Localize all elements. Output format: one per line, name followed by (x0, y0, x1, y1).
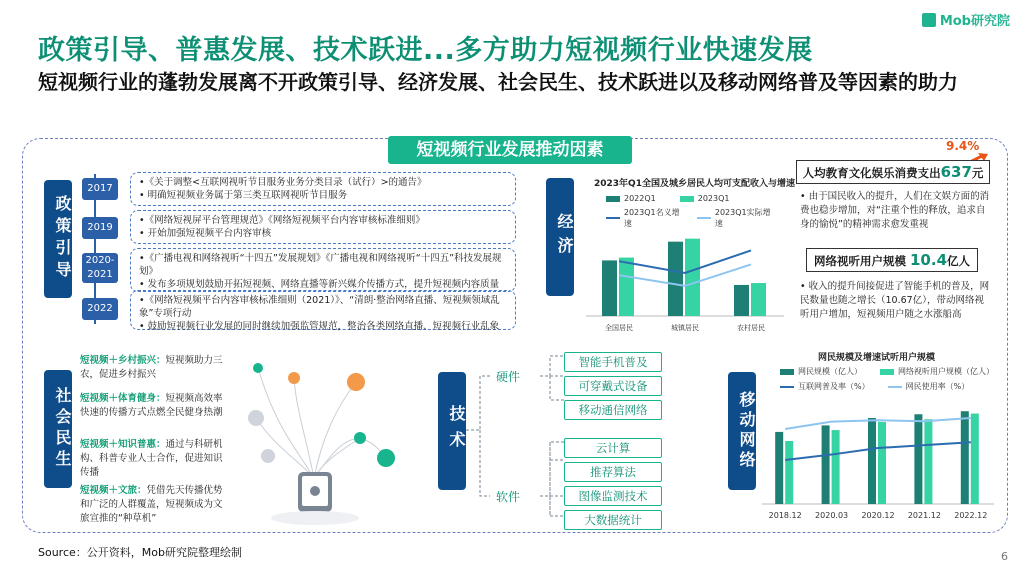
economy-text-2: • 收入的提升间接促进了智能手机的普及，网民数量也随之增长（10.67亿），带动网络视听用户增加，短视频用户随之水涨船高 (800, 281, 990, 320)
legend-video-users: 网络视听用户规模（亿人） (880, 366, 994, 377)
growth-rate: 9.4% (946, 139, 980, 153)
legend-usage-rate: 网民使用率（%） (888, 381, 970, 392)
bar-2-4 (924, 419, 932, 504)
income-chart-title: 2023年Q1全国及城乡居民人均可支配收入与增速 (594, 179, 795, 189)
bar-1-3 (734, 285, 749, 316)
bar-1-5 (961, 411, 969, 504)
users-box: 网络视听用户规模 10.4亿人 (806, 248, 978, 272)
bar-1-1 (775, 432, 783, 504)
society-item-rural: 短视频＋乡村振兴：短视频助力三农，促进乡村振兴 (80, 355, 223, 380)
legend-netizens: 网民规模（亿人） (780, 366, 862, 377)
year-2022: 2022 (82, 298, 118, 320)
legend-2023q1: 2023Q1 (680, 194, 730, 203)
brand-logo (922, 10, 1010, 29)
hardware-label: 硬件 (496, 370, 521, 384)
economy-text-1: • 由于国民收入的提升，人们在文娱方面的消费也稳步增加，对“注重个性的释放，追求自身的愉悦”的精神需求愈发重视 (800, 191, 990, 230)
x-tick-label-4: 2021.12 (907, 511, 941, 520)
page-number: 6 (1001, 550, 1008, 563)
bar-2-2 (832, 430, 840, 504)
bar-1-2 (668, 242, 683, 316)
bar-2-2 (685, 239, 700, 316)
x-tick-label-5: 2022.12 (954, 511, 988, 520)
phone-network-illustration (236, 348, 412, 528)
tech-tag-smartphone: 智能手机普及 (564, 352, 662, 372)
users-chart-title: 网民规模及增速试听用户规模 (818, 353, 936, 363)
x-tick-label-2: 2020.03 (815, 511, 849, 520)
bar-2-3 (878, 422, 886, 504)
policy-box-2020: •《广播电视和网络视听“十四五”发展规划》《广播电视和网络视听“十四五”科技发展规划》 • 发布多项规划鼓励开拓短视频、网络直播等新兴媒介传播方式，提升短视频内容质量 (130, 248, 516, 292)
tech-tag-cloud: 云计算 (564, 438, 662, 458)
policy-box-2022: •《网络短视频平台内容审核标准细则（2021）》、“清朗·整治网络直播、短视频领域乱象”专项行动 • 鼓励短视频行业发展的同时继续加强监管规范，整治各类网络直播、短视频行业乱象 (130, 290, 516, 330)
society-item-culture: 短视频＋文旅：凭借先天传播优势和广泛的人群覆盖，短视频成为文旅宣推的“种草机” (80, 485, 223, 524)
economy-label: 经济 (546, 178, 574, 296)
bar-1-4 (914, 414, 922, 504)
society-item-knowledge: 短视频＋知识普惠：通过与科研机构、科普专业人士合作，促进知识传播 (80, 439, 223, 478)
page-subtitle: 短视频行业的蓬勃发展离不开政策引导、经济发展、社会民生、技术跃进以及移动网络普及等因素的助力 (38, 70, 958, 94)
tech-tag-algorithm: 推荐算法 (564, 462, 662, 482)
x-tick-label-3: 2020.12 (861, 511, 895, 520)
tech-tag-mobile-network: 移动通信网络 (564, 400, 662, 420)
year-2017: 2017 (82, 178, 118, 200)
source-note: Source：公开资料，Mob研究院整理绘制 (38, 546, 242, 559)
bar-2-5 (971, 414, 979, 504)
tech-tag-wearable: 可穿戴式设备 (564, 376, 662, 396)
income-chart (586, 222, 784, 334)
tech-label: 技术 (438, 372, 466, 490)
year-2020-2021: 2020-2021 (82, 253, 118, 283)
bar-1-2 (822, 425, 830, 504)
bar-2-3 (751, 283, 766, 316)
x-tick-label-1: 2018.12 (768, 511, 802, 520)
logo-icon (922, 13, 936, 27)
logo-text: Mob研究院 (939, 14, 1010, 29)
mobile-label: 移动网络 (728, 372, 756, 490)
society-label: 社会民生 (44, 370, 72, 488)
bar-2-1 (785, 441, 793, 504)
bar-1-1 (602, 260, 617, 316)
legend-nominal: 2023Q1名义增速 (606, 207, 687, 229)
software-label: 软件 (496, 490, 521, 504)
legend-2022q1: 2022Q1 (606, 194, 656, 203)
section-title: 短视频行业发展推动因素 (388, 136, 632, 164)
policy-label: 政策引导 (44, 180, 72, 298)
growth-arrow (930, 150, 990, 160)
x-tick-label-2: 城镇居民 (671, 324, 699, 332)
consumption-box: 人均教育文化娱乐消费支出637元 (796, 160, 990, 184)
legend-real: 2023Q1实际增速 (697, 207, 778, 229)
x-tick-label-1: 全国居民 (605, 324, 633, 332)
legend-penetration: 互联网普及率（%） (780, 381, 870, 392)
tech-tag-big-data: 大数据统计 (564, 510, 662, 530)
users-chart-legend (780, 366, 1000, 392)
bar-2-1 (619, 258, 634, 316)
policy-box-2017: •《关于调整<互联网视听节目服务业务分类目录（试行）>的通告》 • 明确短视频业务属于第三类互联网视听节目服务 (130, 172, 516, 206)
page-title: 政策引导、普惠发展、技术跃进...多方助力短视频行业快速发展 (38, 35, 813, 66)
bar-1-3 (868, 418, 876, 504)
tech-tag-image-detection: 图像监测技术 (564, 486, 662, 506)
policy-box-2019: •《网络短视屏平台管理规范》《网络短视频平台内容审核标准细则》 • 开始加强短视频平台内容审核 (130, 210, 516, 244)
society-item-sports: 短视频＋体育健身：短视频高效率快速的传播方式点燃全民健身热潮 (80, 393, 223, 418)
x-tick-label-3: 农村居民 (737, 324, 765, 332)
year-2019: 2019 (82, 217, 118, 239)
users-chart (762, 396, 994, 522)
